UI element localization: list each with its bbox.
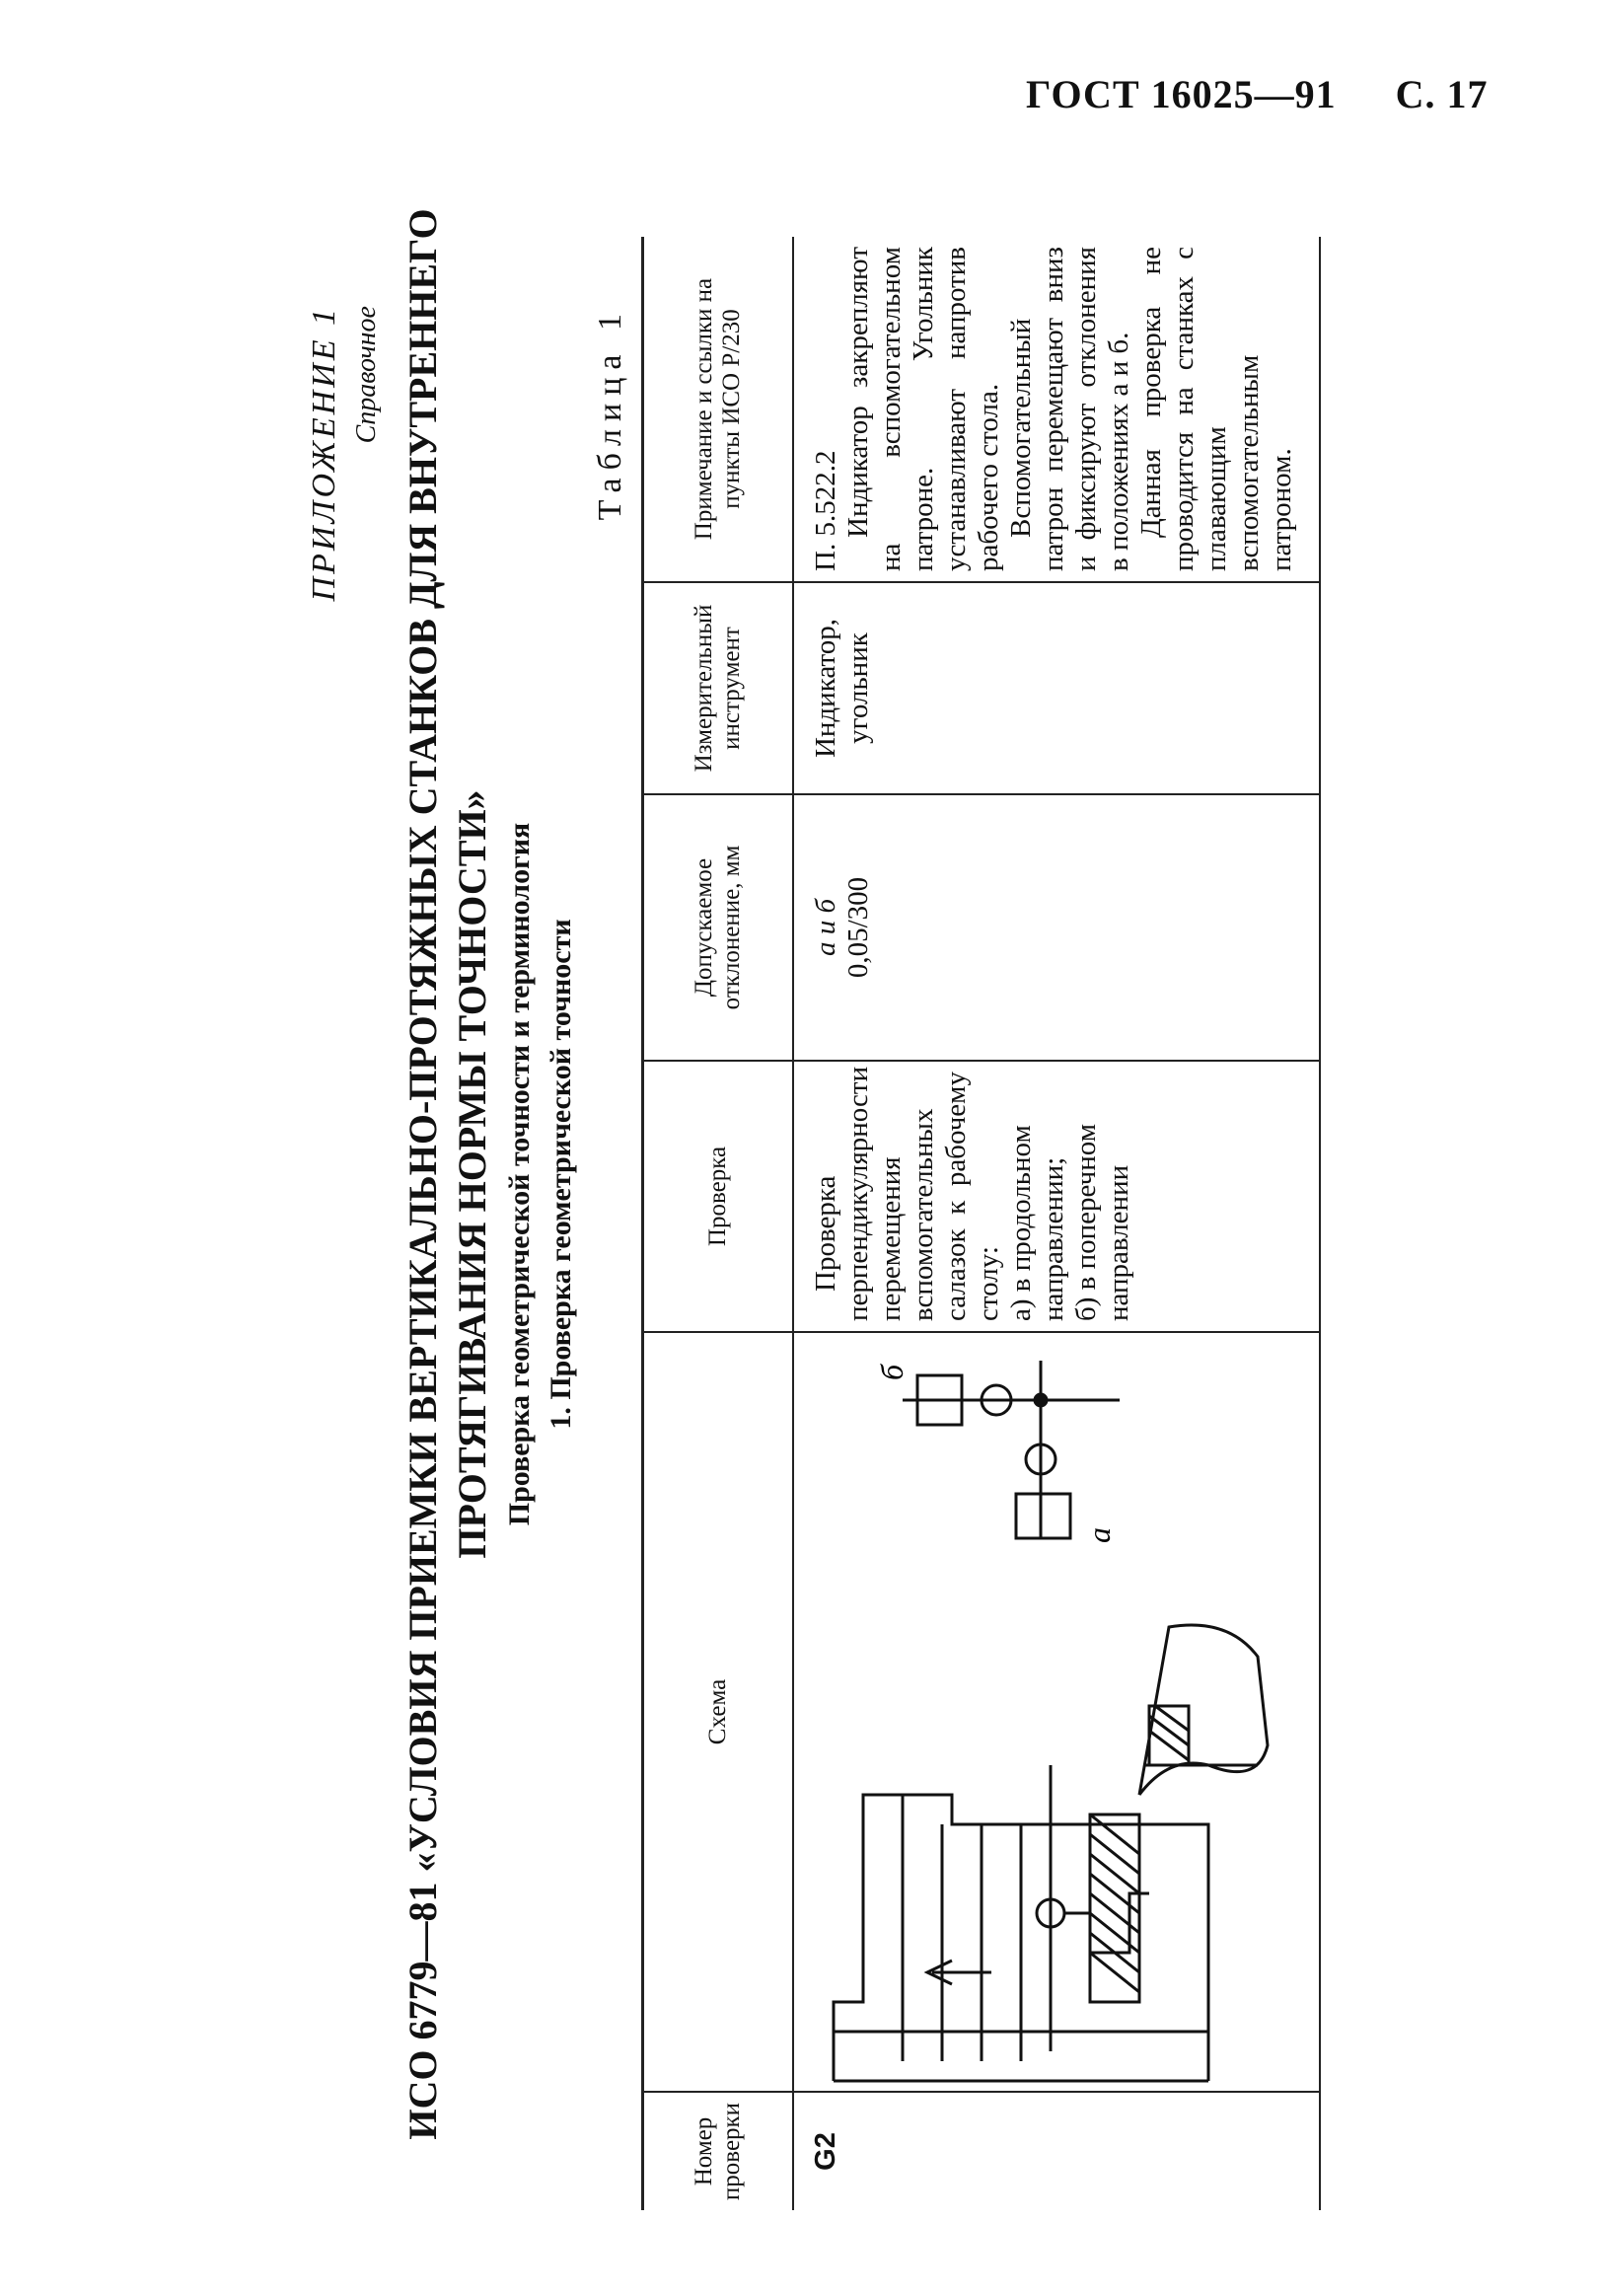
header-number: Номер проверки — [643, 2092, 794, 2210]
note-p3: Данная проверка не проводится на станках с плавающим вспомогательным патроном. — [1135, 247, 1297, 571]
check-description — [793, 1061, 1320, 1332]
section-title: Проверка геометрической точности и терминология — [503, 822, 536, 1526]
appendix-subtitle: Справочное — [351, 306, 382, 444]
tolerance-ab: а и б — [810, 898, 841, 957]
check-number: G2 — [793, 2092, 1320, 2210]
check-b: б) в поперечном направлении — [1070, 1123, 1134, 1321]
schema-cell — [793, 1332, 1320, 2092]
document-title-line2: ПРОТЯГИВАНИЯ НОРМЫ ТОЧНОСТИ» — [450, 789, 494, 1559]
page-header — [1026, 71, 1489, 117]
table-label: Таблица 1 — [592, 306, 628, 521]
rotated-page-content — [296, 138, 1460, 2210]
tolerance-cell — [793, 794, 1320, 1061]
page-number: С. 17 — [1395, 72, 1489, 116]
header-schema: Схема — [643, 1332, 794, 2092]
table-header-row — [643, 237, 794, 2210]
check-title: Проверка перпендикулярности перемещения вспомогательных салазок к рабочему столу: — [810, 1066, 1004, 1321]
schema-label-a: а — [1081, 1527, 1117, 1543]
appendix-title: ПРИЛОЖЕНИЕ 1 — [306, 306, 342, 602]
header-tolerance: Допускаемое отклонение, мм — [643, 794, 794, 1061]
accuracy-table — [641, 237, 1321, 2210]
schema-drawing — [794, 1331, 1287, 2091]
note-p2: Вспомогательный патрон перемещают вниз и фиксируют отклонения в положениях а и б. — [1005, 247, 1134, 571]
header-check: Проверка — [643, 1061, 794, 1332]
note-ref: П. 5.522.2 — [810, 450, 841, 571]
standard-number: ГОСТ 16025—91 — [1026, 72, 1337, 116]
tolerance-value: 0,05/300 — [842, 876, 874, 979]
document-title — [399, 138, 497, 2210]
instrument-cell: Индикатор, угольник — [793, 582, 1320, 794]
table-row — [793, 237, 1320, 2210]
note-p1: Индикатор закрепляют на вспомогательном патроне. Угольник устанавливают напротив рабочего стола. — [842, 247, 1004, 571]
document-title-line1: ИСО 6779—81 «УСЛОВИЯ ПРИЕМКИ ВЕРТИКАЛЬНО-ПРОТЯЖНЫХ СТАНКОВ ДЛЯ ВНУТРЕННЕГО — [400, 208, 445, 2140]
header-instrument: Измерительный инструмент — [643, 582, 794, 794]
check-a: а) в продольном направлении; — [1005, 1125, 1069, 1321]
header-notes: Примечание и ссылки на пункты ИСО Р/230 — [643, 237, 794, 582]
subsection-title: 1. Проверка геометрической точности — [545, 919, 577, 1430]
notes-cell — [793, 237, 1320, 582]
schema-label-b: б — [874, 1364, 910, 1380]
